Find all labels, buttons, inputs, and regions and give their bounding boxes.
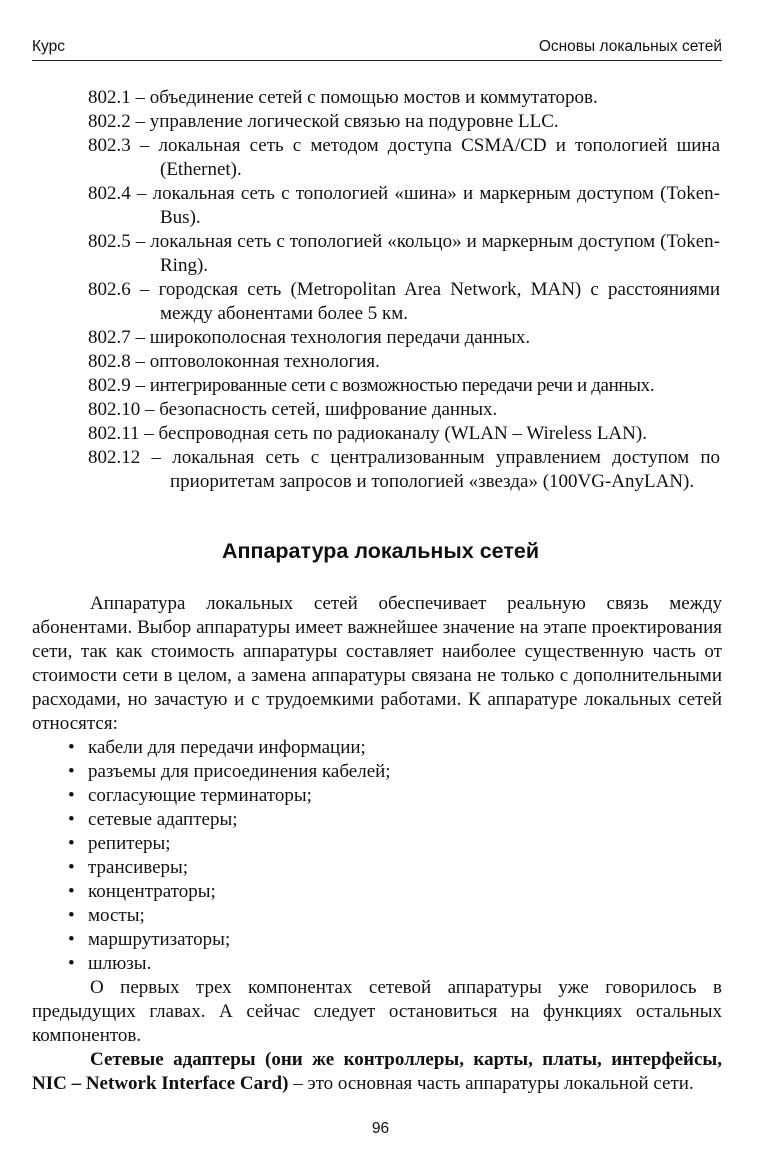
bullet-icon: •	[68, 905, 75, 926]
standard-code: 802.10 –	[88, 399, 155, 420]
standard-code: 802.9 –	[88, 375, 145, 396]
list-item: • согласующие терминаторы;	[68, 785, 312, 806]
standard-code: 802.6 –	[88, 279, 150, 300]
network-adapters-paragraph	[32, 1048, 722, 1096]
standard-item	[88, 374, 720, 398]
running-header	[32, 36, 722, 60]
bullet-icon: •	[68, 857, 75, 878]
bullet-icon: •	[68, 809, 75, 830]
standard-item	[88, 134, 720, 182]
network-adapters-definition: – это основная часть аппаратуры локальной сети.	[288, 1073, 694, 1094]
standard-item	[88, 110, 720, 134]
standard-code: 802.3 –	[88, 135, 150, 156]
list-item: • разъемы для присоединения кабелей;	[68, 761, 391, 782]
list-item: • маршрутизаторы;	[68, 929, 231, 950]
standard-item	[88, 446, 720, 494]
intro-paragraph: Аппаратура локальных сетей обеспечивает реальную связь между абонентами. Выбор аппаратуры имеет важнейшее значение на этапе проектирования сети, так как стоимость аппаратуры составляет наиболее существенную часть от стоимости сети в целом, а замена аппаратуры связана не только с дополнительными расходами, но зачастую и с трудоемкими работами. К аппаратуре локальных сетей относятся:	[32, 593, 722, 734]
list-item: • кабели для передачи информации;	[68, 737, 366, 758]
standard-description: локальная сеть с методом доступа CSMA/CD и топологией шина (Ethernet).	[158, 135, 721, 180]
list-item: • сетевые адаптеры;	[68, 809, 238, 830]
standard-description: управление логической связью на подуровне LLC.	[149, 111, 559, 132]
standard-code: 802.1 –	[88, 87, 145, 108]
page-number: 96	[371, 1120, 390, 1137]
header-rule	[32, 60, 722, 61]
list-item: • трансиверы;	[68, 857, 189, 878]
standard-code: 802.2 –	[88, 111, 145, 132]
bullet-icon: •	[68, 953, 75, 974]
list-item: • шлюзы.	[68, 953, 152, 974]
standard-item	[88, 326, 720, 350]
standard-item	[88, 350, 720, 374]
ieee-standards-list	[88, 86, 720, 494]
bullet-icon: •	[68, 833, 75, 854]
standard-code: 802.12 –	[88, 447, 161, 468]
standard-description: широкополосная технология передачи данных.	[149, 327, 531, 348]
standard-item	[88, 422, 720, 446]
standard-code: 802.7 –	[88, 327, 145, 348]
network-adapters-term: Сетевые адаптеры (они же контроллеры, карты, платы, интерфейсы, NIC – Network Interface Card)	[32, 1049, 722, 1094]
bullet-icon: •	[68, 785, 75, 806]
standard-code: 802.11 –	[88, 423, 154, 444]
standard-item	[88, 398, 720, 422]
header-chapter-title: Основы локальных сетей	[538, 38, 722, 55]
standard-description: беспроводная сеть по радиоканалу (WLAN – Wireless LAN).	[158, 423, 647, 444]
standard-description: локальная сеть с централизованным управлением доступом по приоритетам запросов и топологией «звезда» (100VG-AnyLAN).	[170, 447, 721, 492]
standard-item	[88, 230, 720, 278]
bullet-icon: •	[68, 929, 75, 950]
bullet-icon: •	[68, 881, 75, 902]
standard-description: оптоволоконная технология.	[149, 351, 380, 372]
bullet-icon: •	[68, 737, 75, 758]
standard-code: 802.5 –	[88, 231, 146, 252]
standard-description: безопасность сетей, шифрование данных.	[159, 399, 498, 420]
standard-code: 802.4 –	[88, 183, 147, 204]
standard-code: 802.8 –	[88, 351, 145, 372]
standard-item	[88, 182, 720, 230]
standard-description: городская сеть (Metropolitan Area Network, MAN) с расстояниями между абонентами более 5 км.	[158, 279, 721, 324]
header-course-label: Курс	[32, 38, 65, 55]
bullet-icon: •	[68, 761, 75, 782]
standard-item	[88, 278, 720, 326]
hardware-list	[32, 736, 722, 976]
section-title: Аппаратура локальных сетей	[221, 539, 540, 563]
standard-item	[88, 86, 720, 110]
standard-description: интегрированные сети с возможностью передачи речи и данных.	[149, 375, 655, 396]
standard-description: локальная сеть с топологией «кольцо» и маркерным доступом (Token-Ring).	[150, 231, 721, 276]
body-text	[32, 592, 722, 1096]
standard-description: локальная сеть с топологией «шина» и маркерным доступом (Token-Bus).	[152, 183, 721, 228]
after-list-paragraph: О первых трех компонентах сетевой аппаратуры уже говорилось в предыдущих главах. А сейчас следует остановиться на функциях остальных компонентов.	[32, 977, 722, 1046]
list-item: • репитеры;	[68, 833, 171, 854]
list-item: • мосты;	[68, 905, 145, 926]
list-item: • концентраторы;	[68, 881, 216, 902]
standard-description: объединение сетей с помощью мостов и коммутаторов.	[149, 87, 598, 108]
